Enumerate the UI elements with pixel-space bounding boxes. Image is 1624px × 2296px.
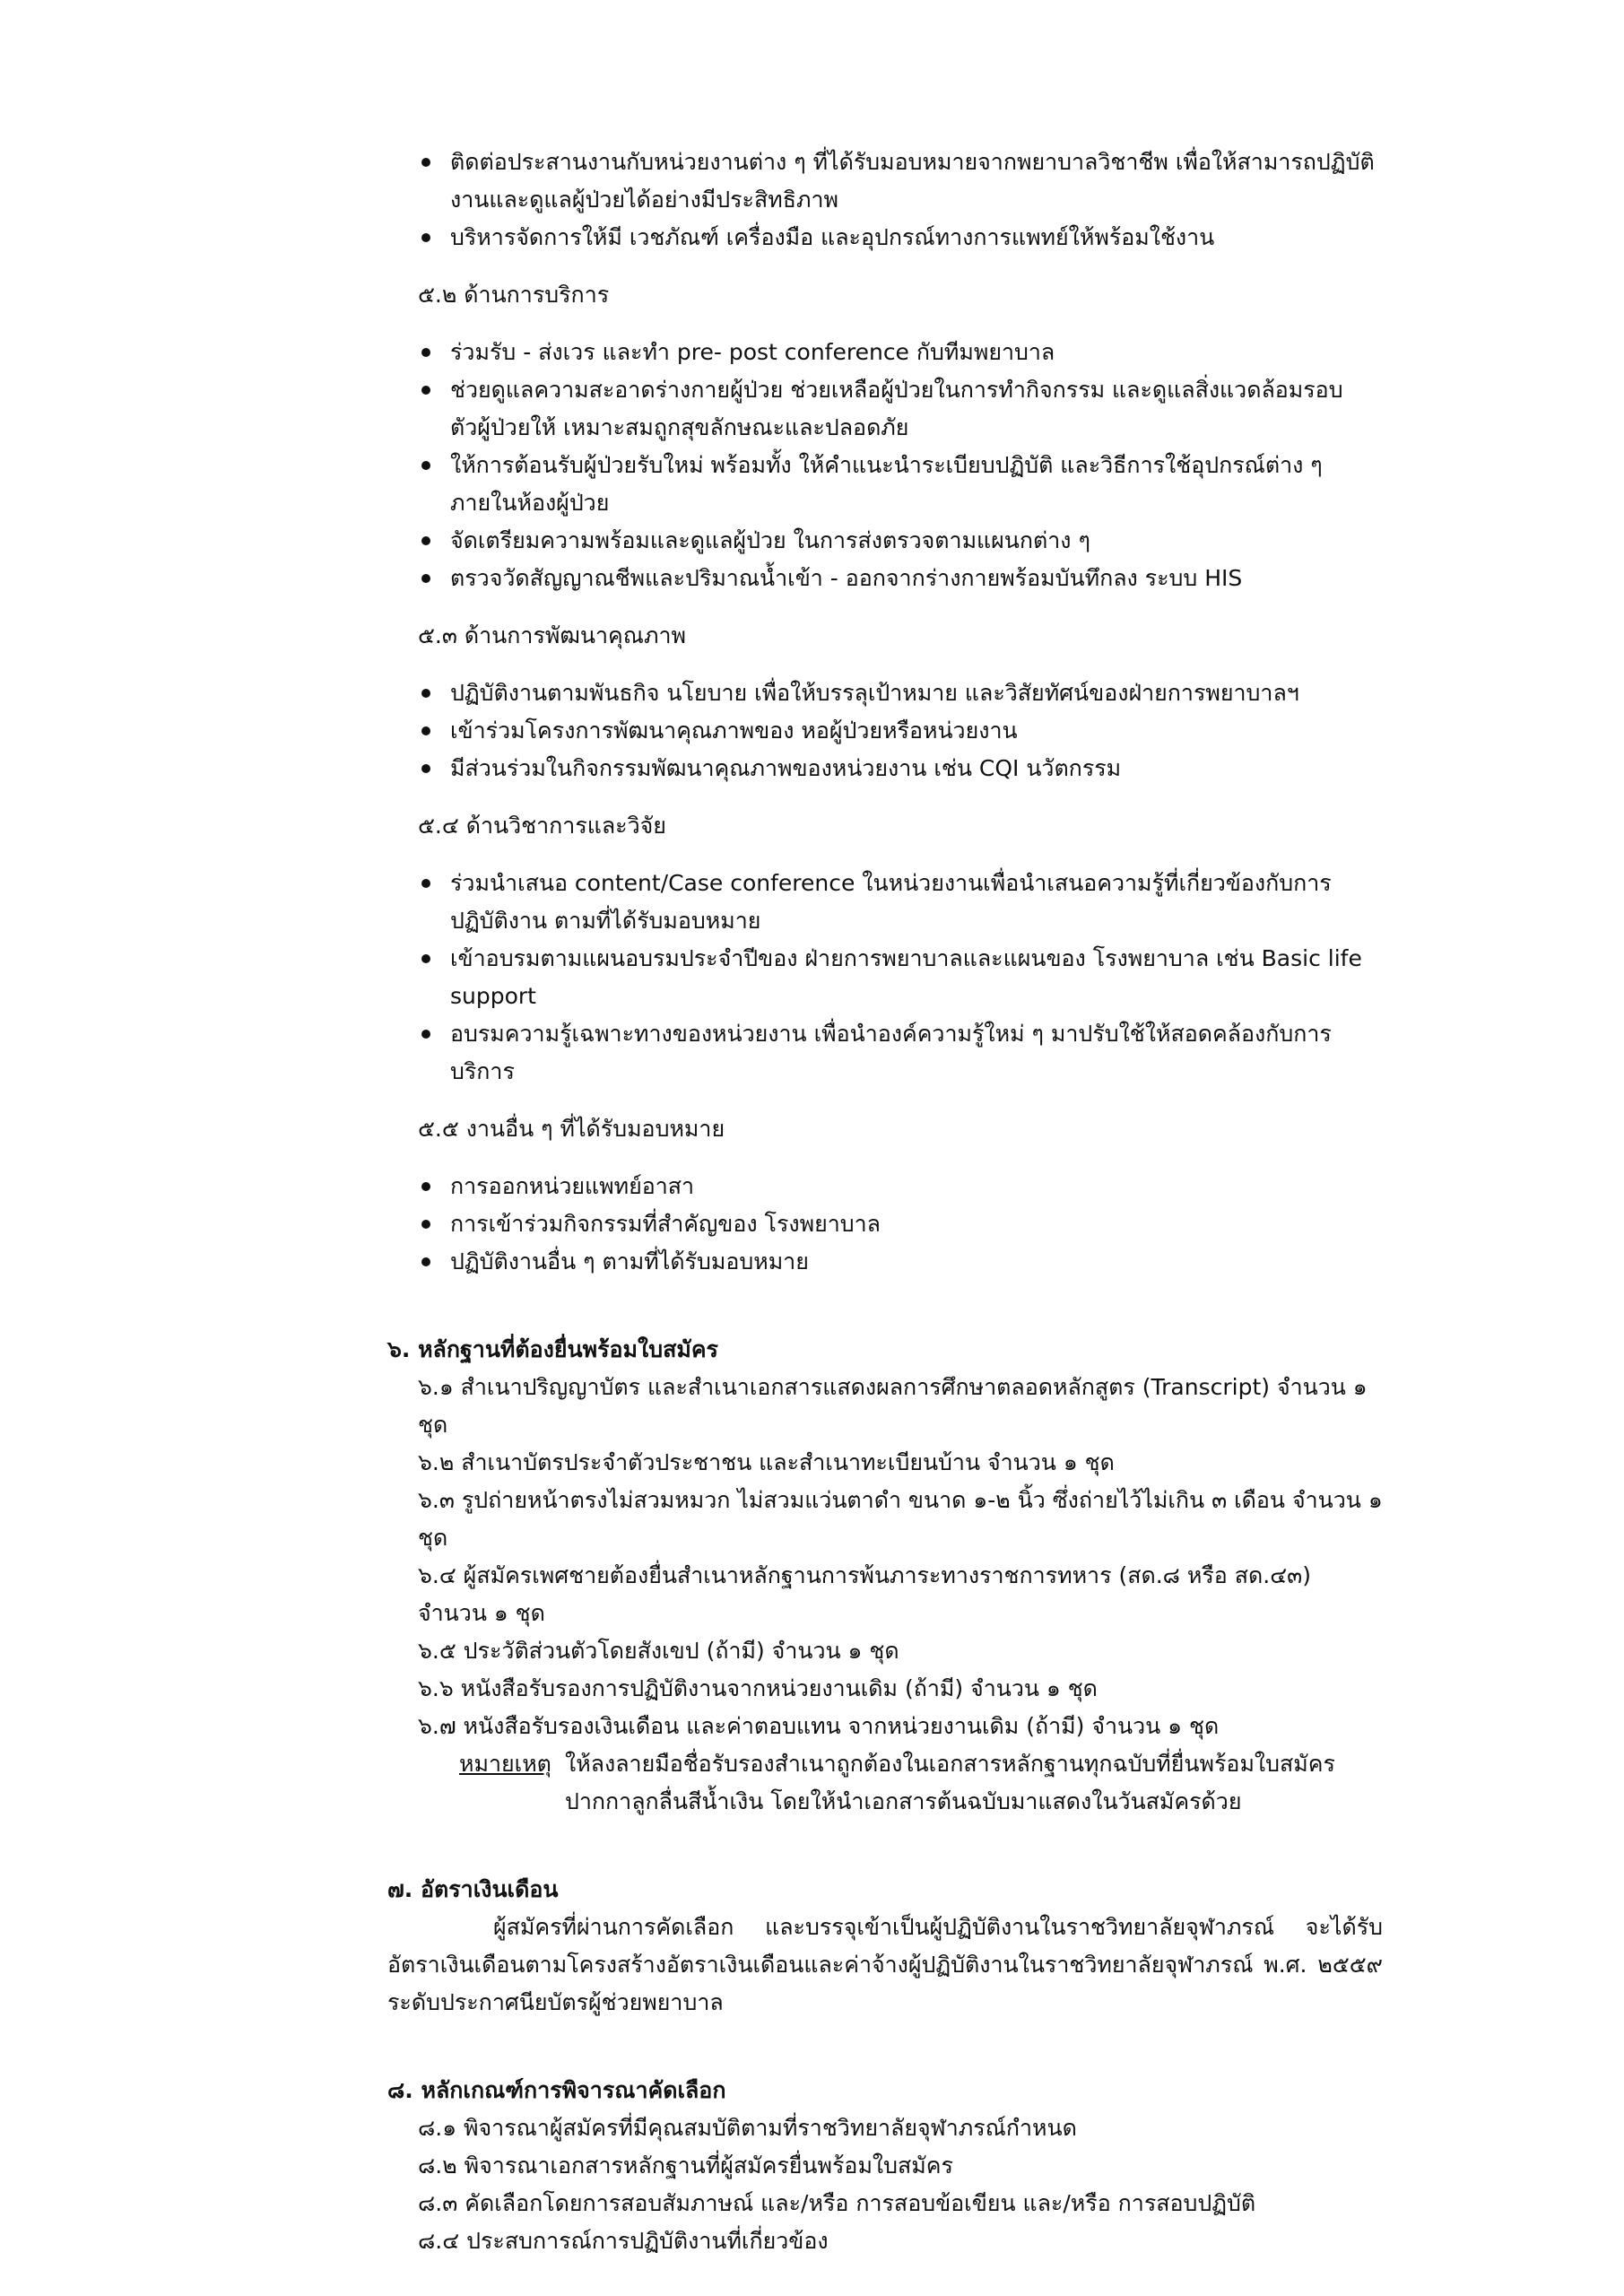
list-item: ปฏิบัติงานตามพันธกิจ นโยบาย เพื่อให้บรรลุเป้าหมาย และวิสัยทัศน์ของฝ่ายการพยาบาลฯ	[418, 674, 1383, 712]
list-item: ๘.๑ พิจารณาผู้สมัครที่มีคุณสมบัติตามที่ราชวิทยาลัยจุฬาภรณ์กำหนด	[418, 2115, 1077, 2141]
document-body	[387, 144, 1383, 2260]
list-item: ๖.๖ หนังสือรับรองการปฏิบัติงานจากหน่วยงานเดิม (ถ้ามี) จำนวน ๑ ชุด	[418, 1675, 1098, 1701]
list-item: ๖.๒ สำเนาบัตรประจำตัวประชาชน และสำเนาทะเบียนบ้าน จำนวน ๑ ชุด	[418, 1449, 1115, 1475]
section-8-list	[387, 2109, 1383, 2260]
section-5-3-heading: ๕.๓ ด้านการพัฒนาคุณภาพ	[418, 622, 686, 648]
section-5-5-list	[387, 1168, 1383, 1281]
list-item: มีส่วนร่วมในกิจกรรมพัฒนาคุณภาพของหน่วยงาน เช่น CQI นวัตกรรม	[418, 750, 1383, 787]
list-item: ปฏิบัติงานอื่น ๆ ตามที่ได้รับมอบหมาย	[418, 1243, 1383, 1281]
list-item: ให้การต้อนรับผู้ป่วยรับใหม่ พร้อมทั้ง ให้คำแนะนำระเบียบปฏิบัติ และวิธีการใช้อุปกรณ์ต่าง ๆ ภายในห้องผู้ป่วย	[418, 447, 1383, 522]
list-item: การเข้าร่วมกิจกรรมที่สำคัญของ โรงพยาบาล	[418, 1205, 1383, 1243]
section-8-title: ๘. หลักเกณฑ์การพิจารณาคัดเลือก	[387, 2077, 726, 2103]
list-item: ๖.๑ สำเนาปริญญาบัตร และสำเนาเอกสารแสดงผลการศึกษาตลอดหลักสูตร (Transcript) จำนวน ๑ ชุด	[418, 1374, 1368, 1438]
note-line: ให้ลงลายมือชื่อรับรองสำเนาถูกต้องในเอกสารหลักฐานทุกฉบับที่ยื่นพร้อมใบสมัคร	[565, 1751, 1335, 1777]
duties-list-continued	[387, 144, 1383, 257]
section-7-paragraph: ผู้สมัครที่ผ่านการคัดเลือก และบรรจุเข้าเป็นผู้ปฏิบัติงานในราชวิทยาลัยจุฬาภรณ์ จะได้รับอัตราเงินเดือนตามโครงสร้างอัตราเงินเดือนและค่าจ้างผู้ปฏิบัติงานในราชวิทยาลัยจุฬาภรณ์ พ.ศ. ๒๕๕๙ ระดับประกาศนียบัตรผู้ช่วยพยาบาล	[387, 1914, 1383, 2015]
list-item: ร่วมนำเสนอ content/Case conference ในหน่วยงานเพื่อนำเสนอความรู้ที่เกี่ยวข้องกับการปฏิบัติงาน ตามที่ได้รับมอบหมาย	[418, 865, 1383, 940]
list-item: ๘.๒ พิจารณาเอกสารหลักฐานที่ผู้สมัครยื่นพร้อมใบสมัคร	[418, 2152, 953, 2179]
note-label: หมายเหตุ	[459, 1751, 551, 1777]
list-item: ๖.๕ ประวัติส่วนตัวโดยสังเขป (ถ้ามี) จำนวน ๑ ชุด	[418, 1638, 899, 1664]
list-item: บริหารจัดการให้มี เวชภัณฑ์ เครื่องมือ และอุปกรณ์ทางการแพทย์ให้พร้อมใช้งาน	[418, 219, 1383, 257]
list-item: ๖.๗ หนังสือรับรองเงินเดือน และค่าตอบแทน จากหน่วยงานเดิม (ถ้ามี) จำนวน ๑ ชุด	[418, 1713, 1220, 1739]
section-5-5-heading: ๕.๕ งานอื่น ๆ ที่ได้รับมอบหมาย	[418, 1116, 725, 1142]
list-item: ๖.๓ รูปถ่ายหน้าตรงไม่สวมหมวก ไม่สวมแว่นตาดำ ขนาด ๑-๒ นิ้ว ซึ่งถ่ายไว้ไม่เกิน ๓ เดือน จำนวน ๑ ชุด	[418, 1487, 1383, 1551]
section-5-4-heading: ๕.๔ ด้านวิชาการและวิจัย	[418, 813, 666, 839]
list-item: ตรวจวัดสัญญาณชีพและปริมาณน้ำเข้า - ออกจากร่างกายพร้อมบันทึกลง ระบบ HIS	[418, 560, 1383, 597]
list-item: จัดเตรียมความพร้อมและดูแลผู้ป่วย ในการส่งตรวจตามแผนกต่าง ๆ	[418, 522, 1383, 560]
list-item: การออกหน่วยแพทย์อาสา	[418, 1168, 1383, 1205]
section-5-2-list	[387, 334, 1383, 597]
section-7-title: ๗. อัตราเงินเดือน	[387, 1876, 559, 1902]
section-5-4-list	[387, 865, 1383, 1091]
list-item: เข้าร่วมโครงการพัฒนาคุณภาพของ หอผู้ป่วยหรือหน่วยงาน	[418, 712, 1383, 750]
section-6-note	[387, 1745, 1383, 1821]
list-item: ๘.๓ คัดเลือกโดยการสอบสัมภาษณ์ และ/หรือ การสอบข้อเขียน และ/หรือ การสอบปฏิบัติ	[418, 2190, 1256, 2216]
section-5-2-heading: ๕.๒ ด้านการบริการ	[418, 282, 610, 308]
list-item: เข้าอบรมตามแผนอบรมประจำปีของ ฝ่ายการพยาบาลและแผนของ โรงพยาบาล เช่น Basic life support	[418, 940, 1383, 1015]
list-item: ช่วยดูแลความสะอาดร่างกายผู้ป่วย ช่วยเหลือผู้ป่วยในการทำกิจกรรม และดูแลสิ่งแวดล้อมรอบตัวผู้ป่วยให้ เหมาะสมถูกสุขลักษณะและปลอดภัย	[418, 371, 1383, 447]
list-item: ร่วมรับ - ส่งเวร และทำ pre- post conference กับทีมพยาบาล	[418, 334, 1383, 371]
list-item: ๖.๔ ผู้สมัครเพศชายต้องยื่นสำเนาหลักฐานการพ้นภาระทางราชการทหาร (สด.๘ หรือ สด.๔๓) จำนวน ๑ ชุด	[418, 1562, 1311, 1626]
section-5-3-list	[387, 674, 1383, 787]
note-body	[565, 1745, 1335, 1821]
list-item: ติดต่อประสานงานกับหน่วยงานต่าง ๆ ที่ได้รับมอบหมายจากพยาบาลวิชาชีพ เพื่อให้สามารถปฏิบัติงานและดูแลผู้ป่วยได้อย่างมีประสิทธิภาพ	[418, 144, 1383, 219]
list-item: อบรมความรู้เฉพาะทางของหน่วยงาน เพื่อนำองค์ความรู้ใหม่ ๆ มาปรับใช้ให้สอดคล้องกับการบริการ	[418, 1015, 1383, 1091]
section-6-list	[387, 1369, 1383, 1745]
note-line: ปากกาลูกลื่นสีน้ำเงิน โดยให้นำเอกสารต้นฉบับมาแสดงในวันสมัครด้วย	[565, 1788, 1242, 1814]
list-item: ๘.๔ ประสบการณ์การปฏิบัติงานที่เกี่ยวข้อง	[418, 2228, 829, 2254]
section-6-title: ๖. หลักฐานที่ต้องยื่นพร้อมใบสมัคร	[387, 1336, 718, 1362]
